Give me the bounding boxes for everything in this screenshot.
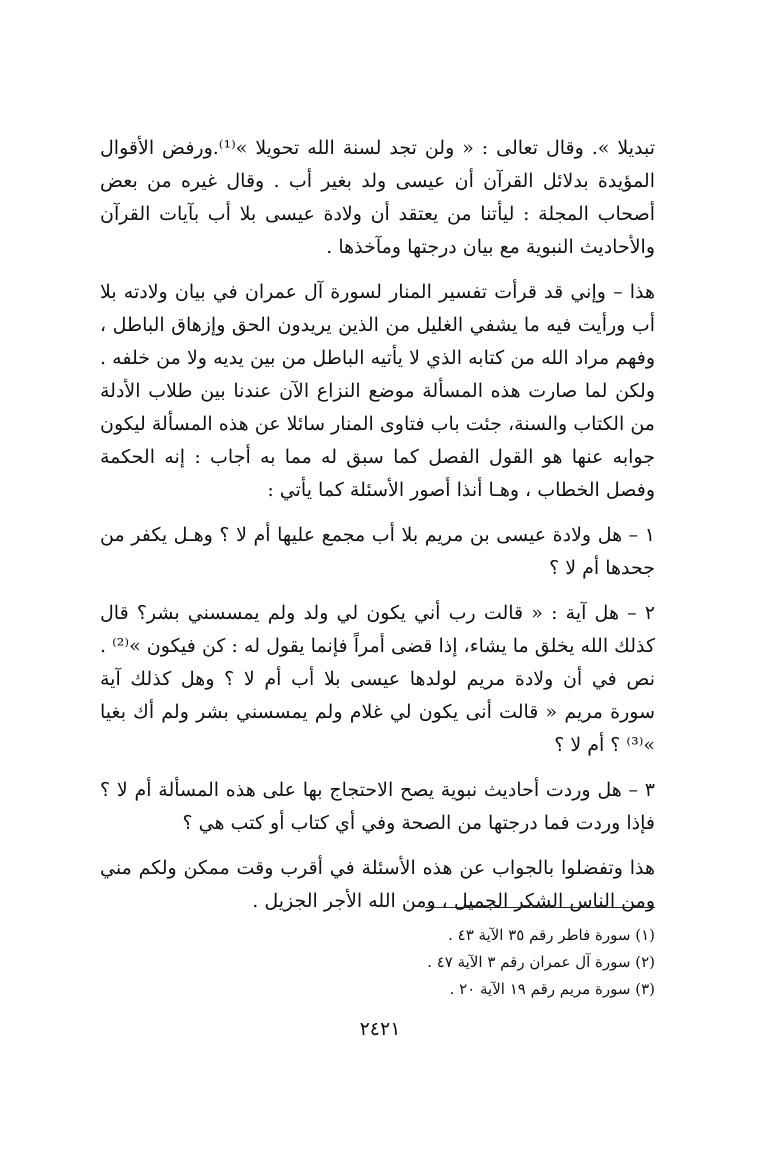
question-1: ١ – هل ولادة عيسى بن مريم بلا أب مجمع عليها أم لا ؟ وهـل يكفر من جحدها أم لا ؟ bbox=[100, 524, 655, 579]
footnotes bbox=[295, 922, 655, 1003]
page-body bbox=[100, 132, 655, 918]
paragraph-closing: هذا وتفضلوا بالجواب عن هذه الأسئلة في أقرب وقت ممكن ولكم مني ومن الناس الشكر الجميل ، ومن الله الأجر الجزيل . bbox=[100, 857, 655, 912]
page-number: ٢٤٢١ bbox=[359, 1018, 401, 1040]
footnote-divider bbox=[425, 907, 655, 908]
footnote-3: (٣) سورة مريم رقم ١٩ الآية ٢٠ . bbox=[449, 980, 655, 998]
footnote-1: (١) سورة فاطر رقم ٣٥ الآية ٤٣ . bbox=[448, 926, 655, 944]
footnote-2: (٢) سورة آل عمران رقم ٣ الآية ٤٧ . bbox=[427, 953, 655, 971]
paragraph-intro: تبديلا ». وقال تعالى : « ولن تجد لسنة الله تحويلا »⁽¹⁾.ورفض الأقوال المؤيدة بدلائل القرآن أن عيسى ولد بغير أب . وقال غيره من بعض أصحاب المجلة : ليأتنا من يعتقد أن ولادة عيسى بلا أب بآيات القرآن والأحاديث النبوية مع بيان درجتها ومآخذها . bbox=[100, 137, 655, 258]
question-2: ٢ – هل آية : « قالت رب أني يكون لي ولد ولم يمسسني بشر؟ قال كذلك الله يخلق ما يشاء، إذا قضى أمراً فإنما يقول له : كن فيكون »⁽²⁾ . نص في أن ولادة مريم لولدها عيسى بلا أب أم لا ؟ وهل كذلك آية سورة مريم « قالت أنى يكون لي غلام ولم يمسسني بشر ولم أك بغيا »⁽³⁾ ؟ أم لا ؟ bbox=[100, 602, 655, 756]
question-3: ٣ – هل وردت أحاديث نبوية يصح الاحتجاج بها على هذه المسألة أم لا ؟ فإذا وردت فما درجتها من الصحة وفي أي كتاب أو كتب هي ؟ bbox=[100, 779, 655, 834]
paragraph-context: هذا – وإني قد قرأت تفسير المنار لسورة آل عمران في بيان ولادته بلا أب ورأيت فيه ما يشفي الغليل من الذين يريدون الحق وإزهاق الباطل ، وفهم مراد الله من كتابه الذي لا يأتيه الباطل من بين يديه ولا من خلفه . ولكن لما صارت هذه المسألة موضع النزاع الآن عندنا بين طلاب الأدلة من الكتاب والسنة، جئت باب فتاوى المنار سائلا عن هذه المسألة ليكون جوابه عنها هو القول الفصل كما سبق له مما به أجاب : إنه الحكمة وفصل الخطاب ، وهـا أنذا أصور الأسئلة كما يأتي : bbox=[100, 281, 655, 501]
